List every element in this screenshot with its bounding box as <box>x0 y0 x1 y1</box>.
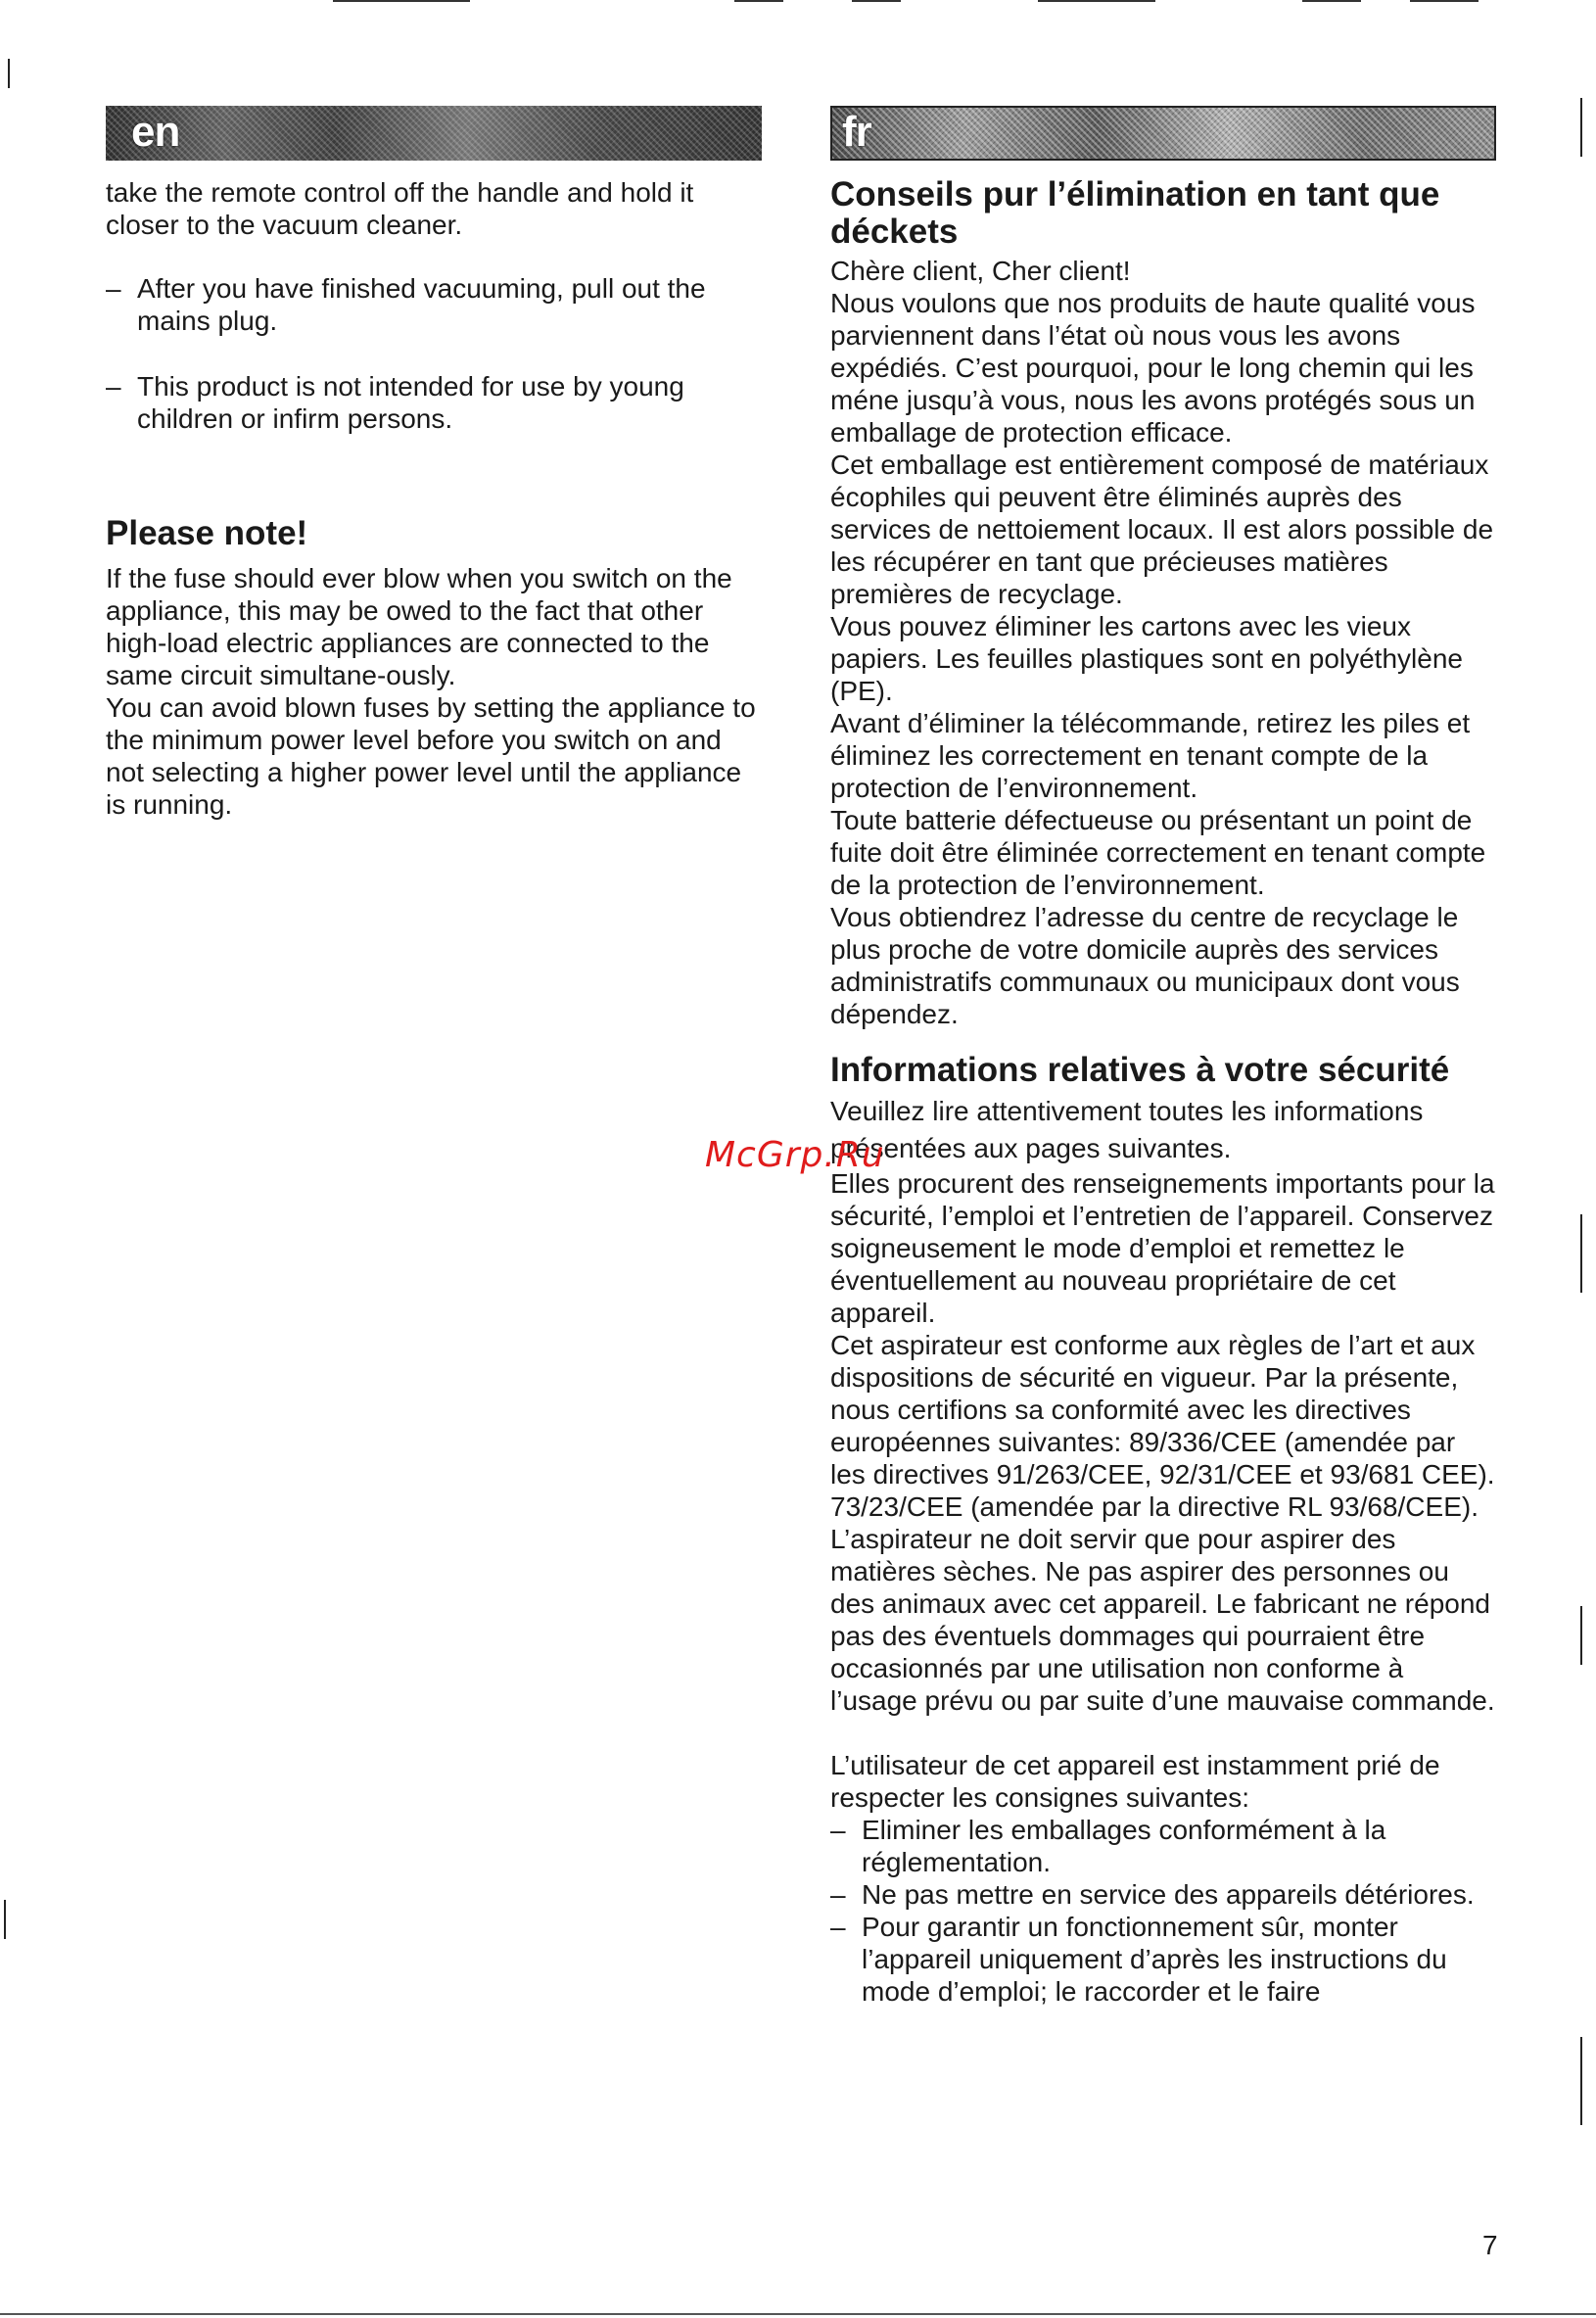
french-paragraph: L’utilisateur de cet appareil est instamment prié de respecter les consignes suivantes: <box>830 1750 1440 1813</box>
french-paragraph: Vous obtiendrez l’adresse du centre de recyclage le plus proche de votre domicile auprès des services administratifs communaux ou municipaux dont vous dépendez. <box>830 902 1460 1029</box>
english-language-bar <box>106 106 762 161</box>
safety-heading: Informations relatives à votre sécurité <box>830 1051 1450 1089</box>
scan-rule <box>1410 0 1479 2</box>
scan-rule <box>401 0 470 2</box>
french-paragraph: Cet aspirateur est conforme aux règles de l’art et aux dispositions de sécurité en vigueur. Par la présente, nous certifions sa conformité avec les directives européennes suivantes: 89/336/CEE (amendée par les directives 91/263/CEE, 92/31/CEE et 93/681 CEE). 73/23/CEE (amendée par la directive RL 93/68/CEE). <box>830 1330 1495 1522</box>
disposal-heading: Conseils pur l’élimination en tant que déckets <box>830 175 1440 251</box>
scan-rule <box>734 0 783 2</box>
french-paragraph: Cet emballage est entièrement composé de matériaux écophiles qui peuvent être éliminés auprès des services de nettoiement locaux. Il est alors possible de les récupérer en tant que précieuses matières premières de recyclage. <box>830 449 1494 609</box>
list-item: – This product is not intended for use by young children or infirm persons. <box>106 370 762 435</box>
french-language-code: fr <box>842 108 871 156</box>
french-paragraph: Vous pouvez éliminer les cartons avec les vieux papiers. Les feuilles plastiques sont en polyéthylène (PE). <box>830 611 1463 706</box>
please-note-paragraph: If the fuse should ever blow when you switch on the appliance, this may be owed to the fact that other high-load electric appliances are connected to the same circuit simultane-ously. <box>106 563 732 690</box>
please-note-paragraph: You can avoid blown fuses by setting the appliance to the minimum power level before you switch on and not selecting a higher power level until the appliance is running. <box>106 692 756 820</box>
scan-mark <box>1580 1214 1582 1293</box>
list-item: – Ne pas mettre en service des appareils détériores. <box>830 1878 1496 1911</box>
watermark: McGrp.Ru <box>705 1135 885 1175</box>
french-bullet-list <box>830 1814 1496 2008</box>
scan-rule <box>852 0 901 2</box>
english-column <box>106 106 762 821</box>
scan-rule <box>1302 0 1361 2</box>
list-item: – After you have finished vacuuming, pull out the mains plug. <box>106 272 762 337</box>
please-note-heading: Please note! <box>106 514 308 552</box>
scan-rule <box>0 2313 1596 2315</box>
scan-rule <box>1038 0 1155 2</box>
list-item: – Eliminer les emballages conformément à la réglementation. <box>830 1814 1496 1878</box>
scan-mark <box>1580 98 1582 157</box>
page-number: 7 <box>1482 2230 1498 2260</box>
french-paragraph: Avant d’éliminer la télécommande, retirez les piles et éliminez les correctement en tenant compte de la protection de l’environnement. <box>830 708 1471 803</box>
scan-mark <box>1580 1606 1582 1665</box>
scan-mark <box>8 59 10 88</box>
french-paragraph: Veuillez lire attentivement toutes les informations présentées aux pages suivantes. <box>830 1096 1424 1163</box>
greeting-text: Chère client, Cher client! <box>830 256 1131 286</box>
french-column <box>830 106 1496 2008</box>
french-paragraph: Nous voulons que nos produits de haute qualité vous parviennent dans l’état où nous vous les avons expédiés. C’est pourquoi, pour le long chemin qui les méne jusqu’à vous, nous les avons protégés sous un emballage de protection efficace. <box>830 288 1476 448</box>
scan-mark <box>4 1900 6 1939</box>
scan-rule <box>333 0 401 2</box>
list-item: – Pour garantir un fonctionnement sûr, monter l’appareil uniquement d’après les instructions du mode d’emploi; le raccorder et le faire <box>830 1911 1496 2008</box>
english-language-code: en <box>131 108 180 156</box>
french-paragraph: L’aspirateur ne doit servir que pour aspirer des matières sèches. Ne pas aspirer des personnes ou des animaux avec cet appareil. Le fabricant ne répond pas des éventuels dommages qui pourraient être occasionnés par une utilisation non conforme à l’usage prévu ou par suite d’une mauvaise commande. <box>830 1524 1495 1716</box>
french-paragraph: Elles procurent des renseignements importants pour la sécurité, l’emploi et l’entretien de l’appareil. Conservez soigneusement le mode d’emploi et remettez le éventuellement au nouveau propriétaire de cet appareil. <box>830 1168 1495 1328</box>
english-bullet-list <box>106 272 762 435</box>
english-intro-text: take the remote control off the handle and hold it closer to the vacuum cleaner. <box>106 177 694 240</box>
scan-mark <box>1580 2037 1582 2125</box>
french-language-bar <box>830 106 1496 161</box>
french-paragraph: Toute batterie défectueuse ou présentant un point de fuite doit être éliminée correctement en tenant compte de la protection de l’environnement. <box>830 805 1486 900</box>
